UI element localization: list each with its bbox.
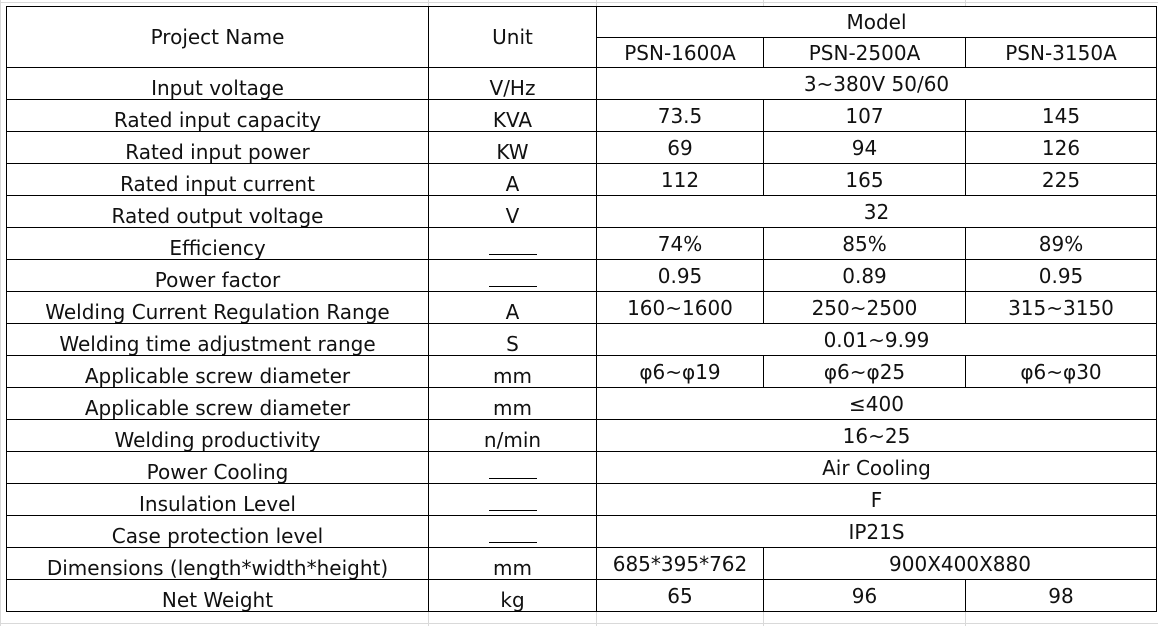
value-cell-psn-3150a[interactable]: 126 — [966, 132, 1157, 164]
unit-header[interactable]: Unit — [429, 7, 597, 68]
unit-cell[interactable]: A — [429, 164, 597, 196]
sheet-gridline — [0, 2, 1158, 3]
value-cell-span[interactable]: ≤400 — [597, 388, 1157, 420]
parameter-name-cell[interactable]: Welding productivity — [7, 420, 429, 452]
parameter-name-cell[interactable]: Efficiency — [7, 228, 429, 260]
table-row — [7, 580, 1157, 612]
parameter-name-cell[interactable]: Rated output voltage — [7, 196, 429, 228]
value-cell-psn-3150a[interactable]: 98 — [966, 580, 1157, 612]
value-cell-psn-3150a[interactable]: φ6~φ30 — [966, 356, 1157, 388]
parameter-name-cell[interactable]: Dimensions (length*width*height) — [7, 548, 429, 580]
value-cell-span[interactable]: 16~25 — [597, 420, 1157, 452]
table-row — [7, 68, 1157, 100]
value-cell-psn-2500a[interactable]: 96 — [764, 580, 966, 612]
value-cell-psn-1600a[interactable]: φ6~φ19 — [597, 356, 764, 388]
parameter-name-cell[interactable]: Power factor — [7, 260, 429, 292]
table-row — [7, 356, 1157, 388]
model-psn-1600a-header[interactable]: PSN-1600A — [597, 38, 764, 68]
value-cell-psn-3150a[interactable]: 89% — [966, 228, 1157, 260]
table-row — [7, 132, 1157, 164]
project-name-header[interactable]: Project Name — [7, 7, 429, 68]
unit-cell[interactable]: mm — [429, 388, 597, 420]
value-cell-psn-2500a[interactable]: 107 — [764, 100, 966, 132]
value-cell-psn-1600a[interactable]: 112 — [597, 164, 764, 196]
table-row — [7, 516, 1157, 548]
spec-table — [6, 6, 1157, 612]
unit-cell[interactable]: A — [429, 292, 597, 324]
parameter-name-cell[interactable]: Applicable screw diameter — [7, 388, 429, 420]
unit-cell[interactable]: mm — [429, 356, 597, 388]
value-cell-span[interactable]: 3~380V 50/60 — [597, 68, 1157, 100]
parameter-name-cell[interactable]: Rated input current — [7, 164, 429, 196]
header-row — [7, 7, 1157, 38]
dash-mark — [489, 286, 537, 287]
table-row — [7, 100, 1157, 132]
table-row — [7, 292, 1157, 324]
unit-cell[interactable]: V/Hz — [429, 68, 597, 100]
value-cell-span[interactable]: 32 — [597, 196, 1157, 228]
unit-cell[interactable] — [429, 484, 597, 516]
parameter-name-cell[interactable]: Insulation Level — [7, 484, 429, 516]
dash-mark — [489, 542, 537, 543]
unit-cell[interactable] — [429, 452, 597, 484]
value-cell-psn-2500a[interactable]: 0.89 — [764, 260, 966, 292]
value-cell-psn-2500a[interactable]: 250~2500 — [764, 292, 966, 324]
table-row — [7, 388, 1157, 420]
dash-mark — [489, 510, 537, 511]
parameter-name-cell[interactable]: Case protection level — [7, 516, 429, 548]
value-cell-psn-2500a[interactable]: 94 — [764, 132, 966, 164]
value-cell-psn-3150a[interactable]: 145 — [966, 100, 1157, 132]
model-psn-3150a-header[interactable]: PSN-3150A — [966, 38, 1157, 68]
table-row — [7, 196, 1157, 228]
dash-mark — [489, 254, 537, 255]
value-cell-psn-3150a[interactable]: 225 — [966, 164, 1157, 196]
parameter-name-cell[interactable]: Welding time adjustment range — [7, 324, 429, 356]
unit-cell[interactable]: mm — [429, 548, 597, 580]
value-cell-psn-1600a[interactable]: 0.95 — [597, 260, 764, 292]
table-row — [7, 484, 1157, 516]
parameter-name-cell[interactable]: Applicable screw diameter — [7, 356, 429, 388]
model-psn-2500a-header[interactable]: PSN-2500A — [764, 38, 966, 68]
value-cell-psn-1600a[interactable]: 160~1600 — [597, 292, 764, 324]
value-cell-span[interactable]: Air Cooling — [597, 452, 1157, 484]
unit-cell[interactable] — [429, 516, 597, 548]
unit-cell[interactable] — [429, 260, 597, 292]
unit-cell[interactable]: KW — [429, 132, 597, 164]
value-cell-psn-1600a[interactable]: 65 — [597, 580, 764, 612]
value-cell-span[interactable]: IP21S — [597, 516, 1157, 548]
table-row — [7, 228, 1157, 260]
unit-cell[interactable]: kg — [429, 580, 597, 612]
table-row — [7, 548, 1157, 580]
table-row — [7, 452, 1157, 484]
table-row — [7, 324, 1157, 356]
parameter-name-cell[interactable]: Welding Current Regulation Range — [7, 292, 429, 324]
parameter-name-cell[interactable]: Rated input power — [7, 132, 429, 164]
value-cell-psn-3150a[interactable]: 315~3150 — [966, 292, 1157, 324]
unit-cell[interactable]: KVA — [429, 100, 597, 132]
unit-cell[interactable]: n/min — [429, 420, 597, 452]
value-cell-span[interactable]: 0.01~9.99 — [597, 324, 1157, 356]
sheet-gridline — [0, 0, 1, 626]
dash-mark — [489, 478, 537, 479]
value-cell-psn-1600a[interactable]: 74% — [597, 228, 764, 260]
value-cell-psn-1600a[interactable]: 69 — [597, 132, 764, 164]
parameter-name-cell[interactable]: Input voltage — [7, 68, 429, 100]
table-row — [7, 260, 1157, 292]
table-row — [7, 164, 1157, 196]
value-cell-span[interactable]: F — [597, 484, 1157, 516]
value-cell-psn-1600a[interactable]: 73.5 — [597, 100, 764, 132]
parameter-name-cell[interactable]: Rated input capacity — [7, 100, 429, 132]
parameter-name-cell[interactable]: Power Cooling — [7, 452, 429, 484]
value-cell-psn-2500a[interactable]: 165 — [764, 164, 966, 196]
model-header[interactable]: Model — [597, 7, 1157, 38]
sheet-gridline — [0, 623, 1158, 624]
value-cell-psn-1600a[interactable]: 685*395*762 — [597, 548, 764, 580]
value-cell-psn-2500a[interactable]: 85% — [764, 228, 966, 260]
value-cell-psn-3150a[interactable]: 0.95 — [966, 260, 1157, 292]
unit-cell[interactable]: V — [429, 196, 597, 228]
unit-cell[interactable] — [429, 228, 597, 260]
parameter-name-cell[interactable]: Net Weight — [7, 580, 429, 612]
unit-cell[interactable]: S — [429, 324, 597, 356]
value-cell-psn-2500a[interactable]: φ6~φ25 — [764, 356, 966, 388]
value-cell-span[interactable]: 900X400X880 — [764, 548, 1157, 580]
table-row — [7, 420, 1157, 452]
